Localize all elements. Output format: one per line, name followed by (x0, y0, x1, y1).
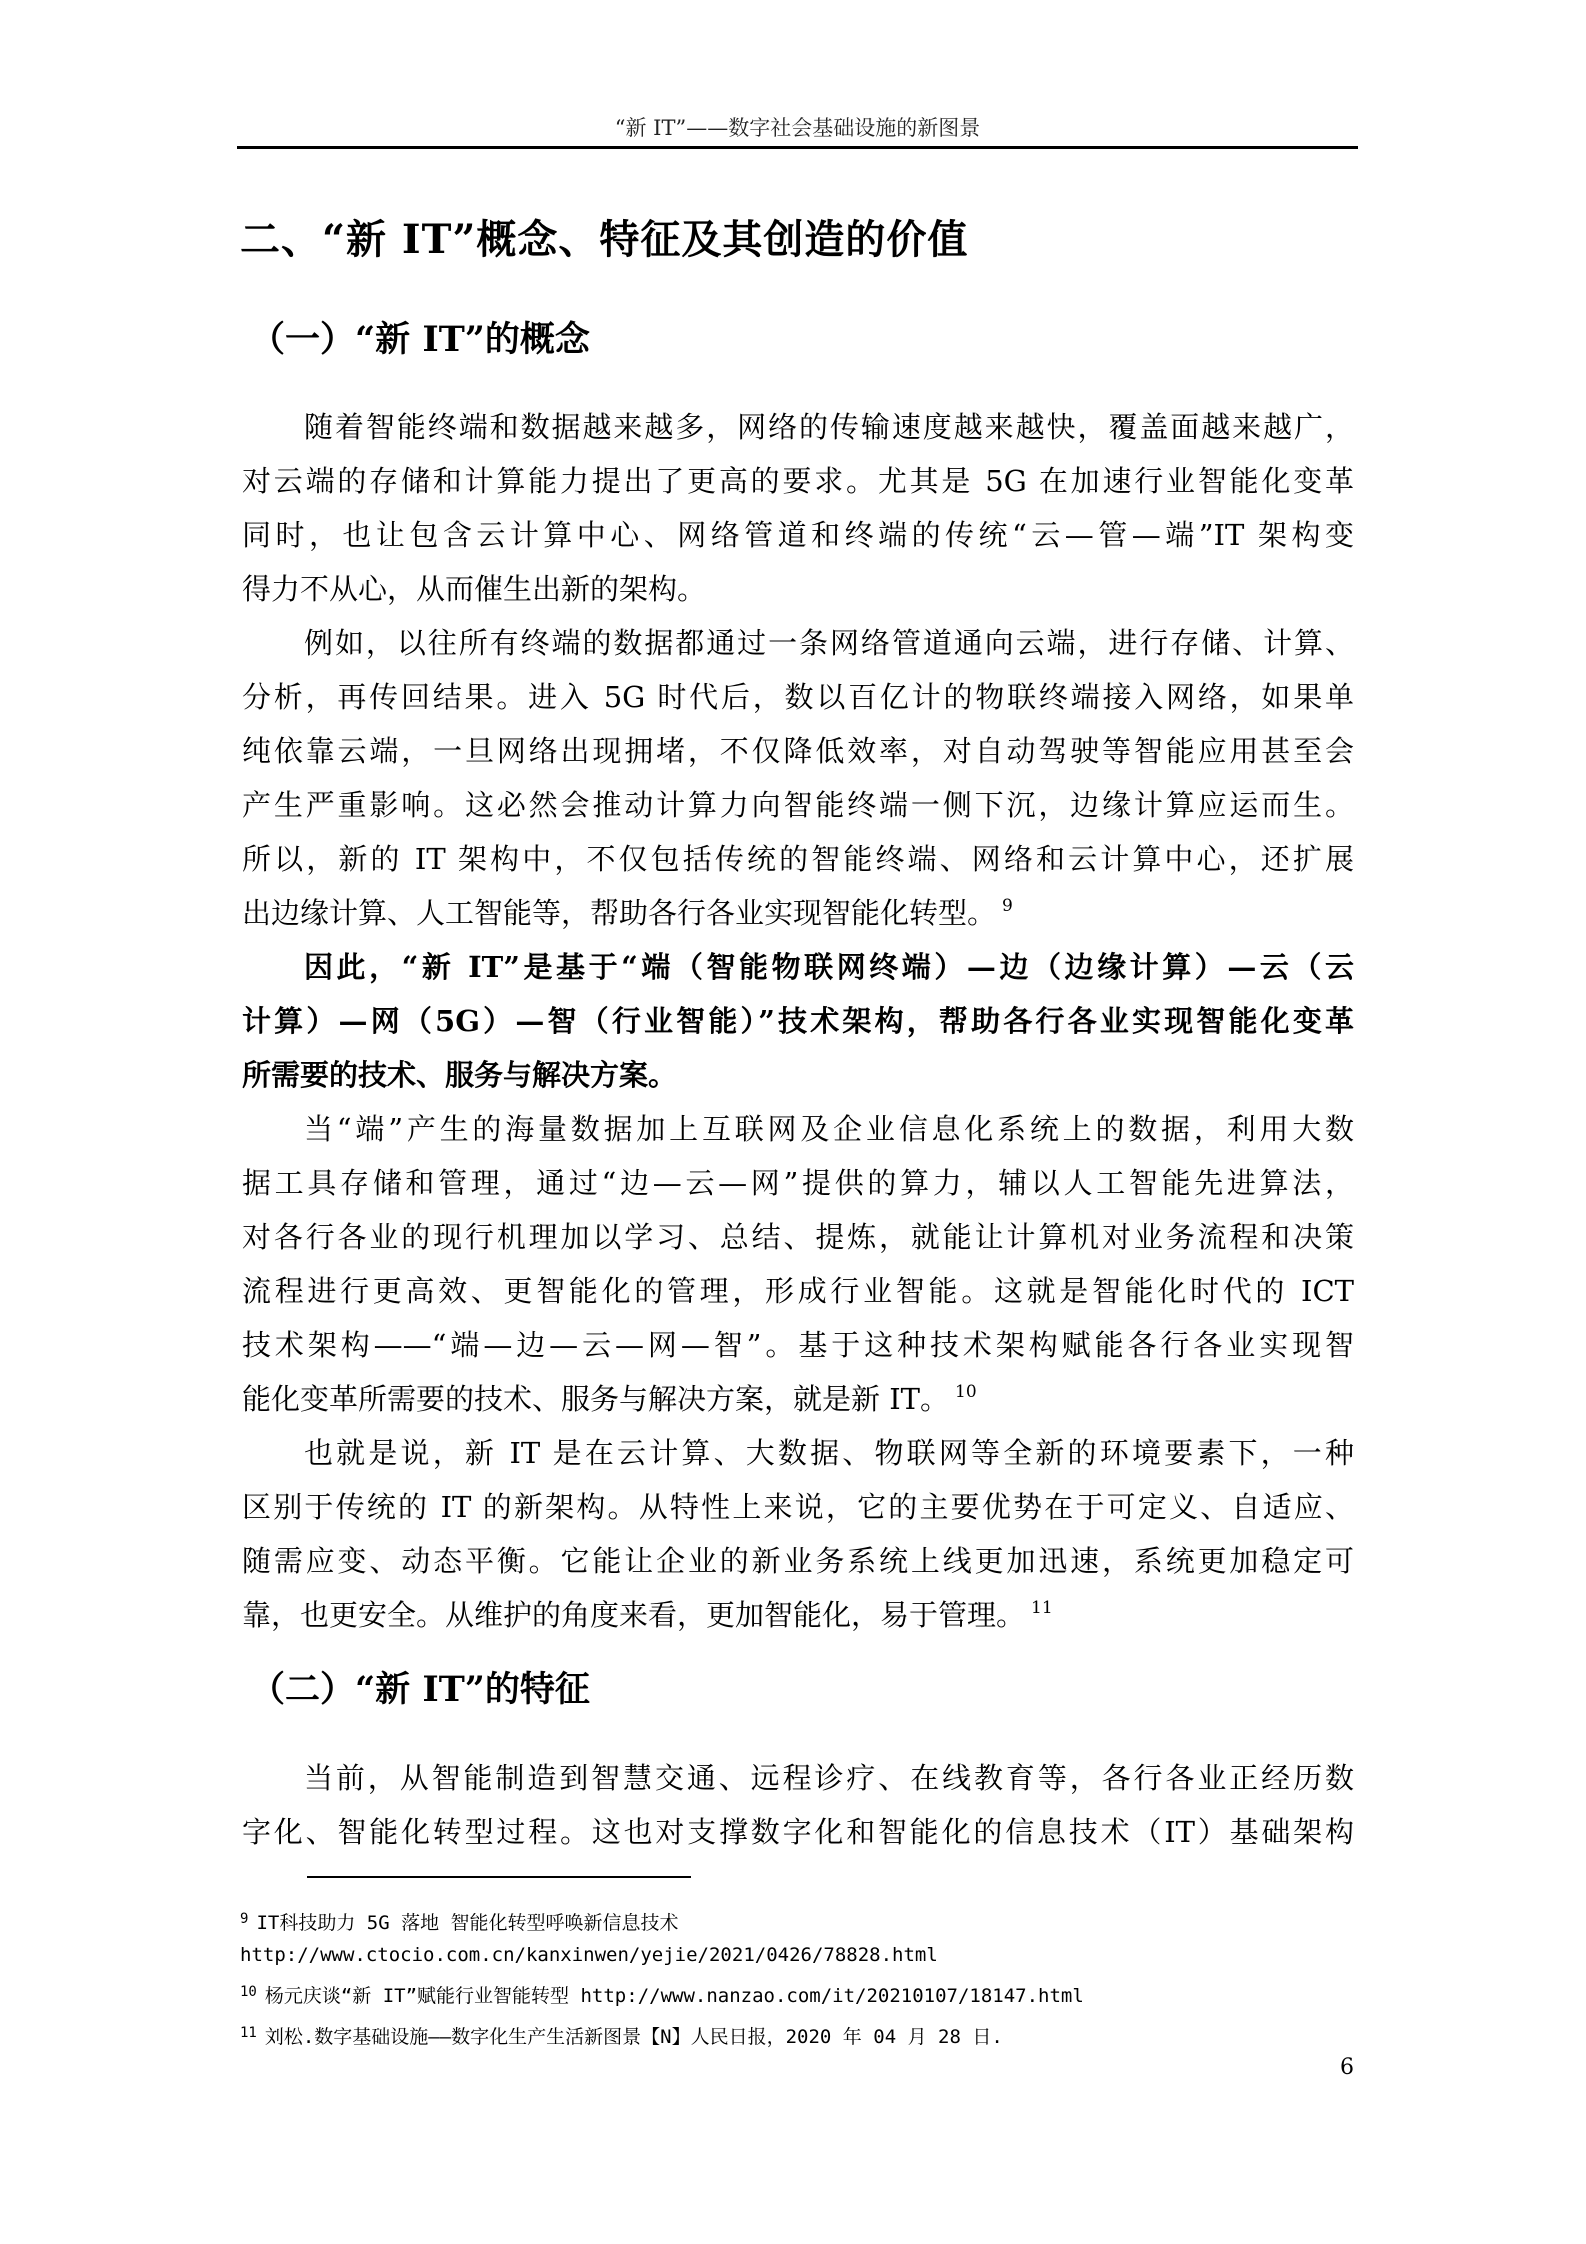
text-line (242, 1102, 1354, 1156)
text-line (242, 994, 1354, 1048)
line-text: 当前，从智能制造到智慧交通、远程诊疗、在线教育等，各行各业正经历数 (304, 1761, 1354, 1795)
footnote-reference[interactable]: 9 (1002, 896, 1013, 916)
line-text: 区别于传统的 IT 的新架构。从特性上来说，它的主要优势在于可定义、自适应、 (242, 1490, 1354, 1524)
text-line (242, 886, 1354, 940)
footnote-10: $^{10}$ 杨元庆谈“新 IT”赋能行业智能转型 http://www.nanzao.com/it/20210107/18147.html (240, 1984, 1084, 2007)
text-line (242, 1210, 1354, 1264)
text-line (242, 1751, 1354, 1805)
body-text-features (242, 1751, 1354, 1859)
line-text: 得力不从心，从而催生出新的架构。 (242, 572, 707, 606)
text-line (242, 670, 1354, 724)
text-line (242, 1426, 1354, 1480)
line-text: 因此，“新 IT”是基于“端（智能物联网终端）—边（边缘计算）—云（云 (304, 950, 1354, 984)
text-line (242, 616, 1354, 670)
text-line (242, 1534, 1354, 1588)
footnote-9-url[interactable]: http://www.ctocio.com.cn/kanxinwen/yejie/2021/0426/78828.html (240, 1944, 938, 1966)
text-line (242, 562, 1354, 616)
line-text: 纯依靠云端，一旦网络出现拥堵，不仅降低效率，对自动驾驶等智能应用甚至会 (242, 734, 1354, 768)
line-text: 也就是说，新 IT 是在云计算、大数据、物联网等全新的环境要素下，一种 (304, 1436, 1354, 1470)
line-text: 对云端的存储和计算能力提出了更高的要求。尤其是 5G 在加速行业智能化变革 (242, 464, 1354, 498)
text-line (242, 1372, 1354, 1426)
text-line (242, 1048, 1354, 1102)
line-text: 所以，新的 IT 架构中，不仅包括传统的智能终端、网络和云计算中心，还扩展 (242, 842, 1354, 876)
text-line (242, 940, 1354, 994)
line-text: 同时，也让包含云计算中心、网络管道和终端的传统“云—管—端”IT 架构变 (242, 518, 1354, 552)
text-line (242, 508, 1354, 562)
line-text: 当“端”产生的海量数据加上互联网及企业信息化系统上的数据，利用大数 (304, 1112, 1354, 1146)
text-line (242, 1264, 1354, 1318)
subsection-title-concept: （一）“新 IT”的概念 (250, 319, 590, 360)
text-line (242, 1588, 1354, 1642)
line-text: 技术架构——“端—边—云—网—智”。基于这种技术架构赋能各行各业实现智 (242, 1328, 1354, 1362)
line-text: 字化、智能化转型过程。这也对支撑数字化和智能化的信息技术（IT）基础架构 (242, 1815, 1354, 1849)
footnote-11: $^{11}$ 刘松.数字基础设施——数字化生产生活新图景【N】人民日报，2020 年 04 月 28 日. (240, 2025, 1003, 2048)
running-header: “新 IT”——数字社会基础设施的新图景 (614, 116, 981, 140)
section-title: 二、“新 IT”概念、特征及其创造的价值 (240, 216, 969, 263)
text-line (242, 832, 1354, 886)
footnote-reference[interactable]: 10 (955, 1382, 977, 1402)
footnote-9: $^9$ IT科技助力 5G 落地 智能化转型呼唤新信息技术 (240, 1911, 679, 1934)
line-text: 分析，再传回结果。进入 5G 时代后，数以百亿计的物联终端接入网络，如果单 (242, 680, 1354, 714)
line-text: 计算）—网（5G）—智（行业智能）”技术架构，帮助各行各业实现智能化变革 (242, 1004, 1354, 1038)
footnote-reference[interactable]: 11 (1031, 1598, 1053, 1618)
header-rule (237, 146, 1358, 149)
text-line (242, 1156, 1354, 1210)
line-text: 所需要的技术、服务与解决方案。 (242, 1058, 678, 1092)
line-text: 产生严重影响。这必然会推动计算力向智能终端一侧下沉，边缘计算应运而生。 (242, 788, 1354, 822)
text-line (242, 1480, 1354, 1534)
footnote-rule (307, 1876, 691, 1878)
line-text: 据工具存储和管理，通过“边—云—网”提供的算力，辅以人工智能先进算法， (242, 1166, 1354, 1200)
text-line (242, 778, 1354, 832)
line-text: 对各行各业的现行机理加以学习、总结、提炼，就能让计算机对业务流程和决策 (242, 1220, 1354, 1254)
page-number: 6 (1340, 2055, 1354, 2080)
line-text: 随需应变、动态平衡。它能让企业的新业务系统上线更加迅速，系统更加稳定可 (242, 1544, 1354, 1578)
line-text: 出边缘计算、人工智能等，帮助各行各业实现智能化转型。 (242, 896, 997, 930)
line-text: 流程进行更高效、更智能化的管理，形成行业智能。这就是智能化时代的 ICT (242, 1274, 1354, 1308)
line-text: 能化变革所需要的技术、服务与解决方案，就是新 IT。 (242, 1382, 950, 1416)
text-line (242, 1805, 1354, 1859)
text-line (242, 724, 1354, 778)
text-line (242, 400, 1354, 454)
text-line (242, 454, 1354, 508)
body-text-concept (242, 400, 1354, 1642)
line-text: 例如，以往所有终端的数据都通过一条网络管道通向云端，进行存储、计算、 (304, 626, 1354, 660)
text-line (242, 1318, 1354, 1372)
line-text: 靠，也更安全。从维护的角度来看，更加智能化，易于管理。 (242, 1598, 1026, 1632)
subsection-title-features: （二）“新 IT”的特征 (250, 1669, 590, 1710)
line-text: 随着智能终端和数据越来越多，网络的传输速度越来越快，覆盖面越来越广， (304, 410, 1354, 444)
